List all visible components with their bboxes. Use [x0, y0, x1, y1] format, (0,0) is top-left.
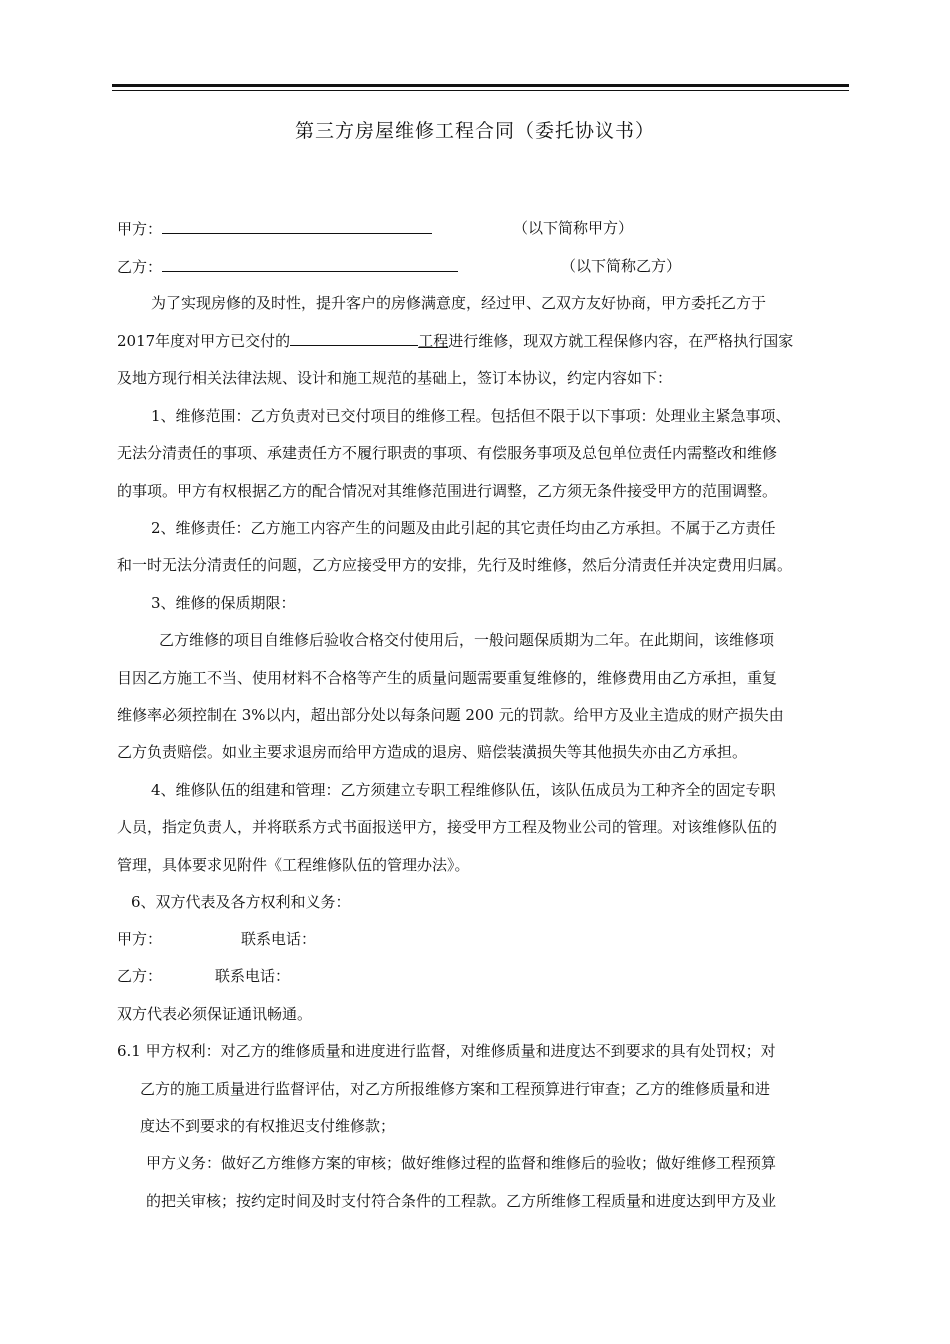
a-duties-line-1: 甲方义务：做好乙方维修方案的审核；做好维修过程的监督和维修后的验收；做好维修工程预算 [146, 1154, 777, 1172]
rep-a-phone: 联系电话： [241, 930, 317, 948]
clause-1-line-2: 无法分清责任的事项、承建责任方不履行职责的事项、有偿服务事项及总包单位责任内需整改和维修 [117, 444, 778, 462]
party-b-blank [162, 256, 458, 272]
clause-3-line-3: 维修率必须控制在 3%以内，超出部分处以每条问题 200 元的罚款。给甲方及业主造成的财产损失由 [117, 706, 784, 724]
clause-4-line-1: 4、维修队伍的组建和管理：乙方须建立专职工程维修队伍，该队伍成员为工种齐全的固定专职 [151, 781, 776, 799]
party-a-line [117, 218, 432, 239]
header-rule-thin [112, 90, 849, 91]
party-a-note: （以下简称甲方） [513, 219, 634, 237]
clause-1-line-3: 的事项。甲方有权根据乙方的配合情况对其维修范围进行调整，乙方须无条件接受甲方的范围调整。 [117, 482, 778, 500]
clause-3-line-1: 乙方维修的项目自维修后验收合格交付使用后，一般问题保质期为二年。在此期间，该维修项 [159, 631, 775, 649]
rep-a-label: 甲方： [117, 930, 163, 948]
document-title: 第三方房屋维修工程合同（委托协议书） [294, 120, 655, 142]
intro-line-1: 为了实现房修的及时性，提升客户的房修满意度，经过甲、乙双方友好协商，甲方委托乙方于 [151, 294, 767, 312]
intro-project-word: 工程 [418, 332, 449, 350]
intro-line-2-prefix: 2017年度对甲方已交付的 [117, 332, 291, 350]
intro-line-3: 及地方现行相关法律法规、设计和施工规范的基础上，签订本协议，约定内容如下： [117, 369, 673, 387]
rep-b-phone: 联系电话： [215, 967, 291, 985]
party-a-label: 甲方： [117, 220, 163, 238]
rep-b-label: 乙方： [117, 967, 163, 985]
reps-note: 双方代表必须保证通讯畅通。 [117, 1005, 313, 1023]
clause-3-line-4: 乙方负责赔偿。如业主要求退房而给甲方造成的退房、赔偿装潢损失等其他损失亦由乙方承担。 [117, 743, 748, 761]
clause-4-line-2: 人员，指定负责人，并将联系方式书面报送甲方，接受甲方工程及物业公司的管理。对该维修队伍的 [117, 818, 778, 836]
a-rights-line-3: 度达不到要求的有权推迟支付维修款； [140, 1117, 396, 1135]
a-rights-line-1: 6.1 甲方权利：对乙方的维修质量和进度进行监督，对维修质量和进度达不到要求的具有处罚权；对 [117, 1042, 776, 1060]
intro-line-2 [117, 330, 793, 351]
party-b-line [117, 256, 458, 277]
clause-3-heading: 3、维修的保质期限： [151, 594, 296, 612]
clause-2-line-2: 和一时无法分清责任的问题，乙方应接受甲方的安排，先行及时维修，然后分清责任并决定费用归属。 [117, 556, 793, 574]
clause-4-line-3: 管理，具体要求见附件《工程维修队伍的管理办法》。 [117, 856, 470, 874]
clause-3-line-2: 目因乙方施工不当、使用材料不合格等产生的质量问题需要重复维修的，维修费用由乙方承担，重复 [117, 669, 778, 687]
clause-2-line-1: 2、维修责任：乙方施工内容产生的问题及由此引起的其它责任均由乙方承担。不属于乙方责任 [151, 519, 776, 537]
clause-1-line-1: 1、维修范围：乙方负责对已交付项目的维修工程。包括但不限于以下事项：处理业主紧急事项、 [151, 407, 791, 425]
a-duties-line-2: 的把关审核；按约定时间及时支付符合条件的工程款。乙方所维修工程质量和进度达到甲方及业 [146, 1192, 777, 1210]
a-rights-line-2: 乙方的施工质量进行监督评估，对乙方所报维修方案和工程预算进行审查；乙方的维修质量和进 [140, 1080, 771, 1098]
clause-6-heading: 6、双方代表及各方权利和义务： [131, 893, 351, 911]
party-a-blank [162, 218, 432, 234]
header-rule-thick [112, 84, 849, 87]
party-b-note: （以下简称乙方） [561, 257, 682, 275]
party-b-label: 乙方： [117, 258, 163, 276]
project-name-blank [290, 330, 418, 346]
intro-line-2-suffix: 进行维修，现双方就工程保修内容，在严格执行国家 [448, 332, 794, 350]
